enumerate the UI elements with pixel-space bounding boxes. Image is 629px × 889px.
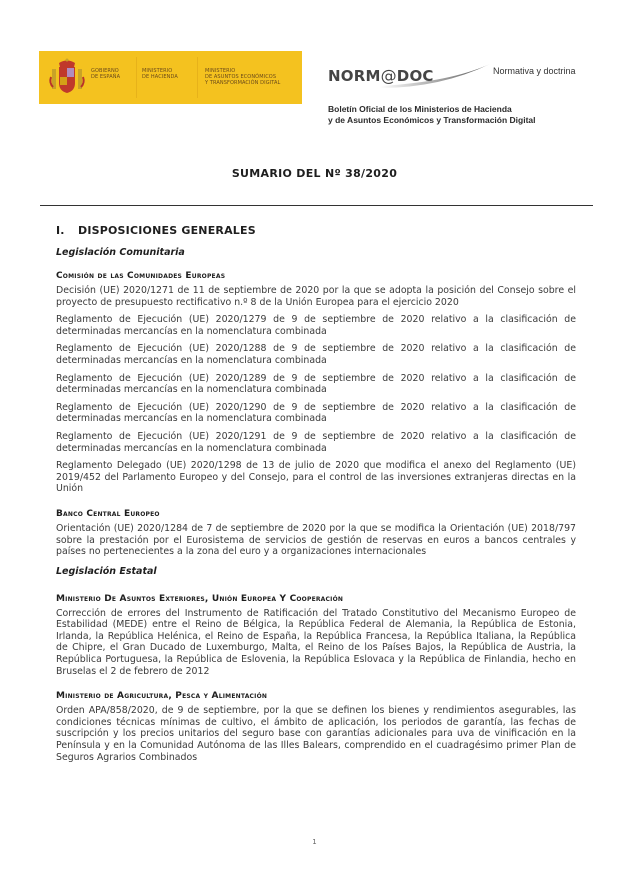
page-number: 1	[312, 838, 317, 846]
list-item[interactable]: Reglamento de Ejecución (UE) 2020/1288 de 9 de septiembre de 2020 relativo a la clasificación de determinadas mercancías en la nomenclatura combinada	[56, 343, 576, 366]
spacer	[56, 501, 576, 509]
list-item[interactable]: Reglamento de Ejecución (UE) 2020/1291 de 9 de septiembre de 2020 relativo a la clasificación de determinadas mercancías en la nomenclatura combinada	[56, 430, 576, 454]
bulletin-line: y de Asuntos Económicos y Transformación Digital	[328, 115, 536, 125]
gov-text-line: DE ASUNTOS ECONÓMICOS	[205, 74, 277, 80]
org-heading: Ministerio de Agricultura, Pesca y Alimentación	[56, 691, 268, 702]
list-item[interactable]: Reglamento de Ejecución (UE) 2020/1289 de 9 de septiembre de 2020 relativo a la clasificación de determinadas mercancías en la nomenclatura combinada	[56, 372, 576, 396]
ministerio-asuntos-economicos-label	[205, 68, 280, 86]
logo-text: DOC	[396, 67, 434, 85]
subheading-legislacion-comunitaria: Legislación Comunitaria	[56, 247, 185, 258]
logo-text: NORM	[328, 67, 381, 85]
gov-text-line: MINISTERIO	[205, 68, 236, 74]
divider	[197, 57, 198, 98]
normadoc-logo	[328, 66, 434, 85]
list-item[interactable]: Reglamento de Ejecución (UE) 2020/1290 de 9 de septiembre de 2020 relativo a la clasificación de determinadas mercancías en la nomenclatura combinada	[56, 401, 576, 425]
government-header-band	[39, 51, 302, 104]
list-item[interactable]: Reglamento Delegado (UE) 2020/1298 de 13 de julio de 2020 que modifica el anexo del Reglamento (UE) 2019/452 del Parlamento Europeo y del Consejo, para el control de las inversiones extranjeras directas en la Unión	[56, 460, 576, 495]
subheading-legislacion-estatal: Legislación Estatal	[56, 565, 157, 577]
bulletin-line: Boletín Oficial de los Ministerios de Hacienda	[328, 104, 512, 114]
gov-text-line: DE ESPAÑA	[91, 74, 121, 80]
gov-text-line: GOBIERNO	[91, 68, 119, 74]
ministerio-hacienda-label	[142, 68, 178, 80]
gov-text-line: MINISTERIO	[142, 68, 173, 74]
org-heading: Comisión de las Comunidades Europeas	[56, 271, 226, 281]
list-item[interactable]: Orientación (UE) 2020/1284 de 7 de septiembre de 2020 por la que se modifica la Orientación (UE) 2018/797 sobre la prestación por el Eurosistema de servicios de gestión de reservas en euros a bancos centrales y países no pertenecientes a la zona del euro y a organizaciones internacionales	[56, 522, 576, 558]
org-heading: Banco Central Europeo	[56, 508, 160, 519]
list-item[interactable]: Corrección de errores del Instrumento de Ratificación del Tratado Constitutivo del Mecanismo Europeo de Estabilidad (MEDE) entre el Reino de Bélgica, la República Federal de Alemania, la República de Estonia, Irlanda, la República Helénica, el Reino de España, la República Francesa, la República Italiana, la República de Chipre, el Gran Ducado de Luxemburgo, Malta, el Reino de los Países Bajos, la República de Austria, la República Portuguesa, la República de Eslovenia, la República Eslovaca y la República de Finlandia, hecho en Bruselas el 2 de febrero de 2012	[56, 607, 576, 677]
horizontal-rule	[40, 205, 593, 206]
list-item[interactable]: Decisión (UE) 2020/1271 de 11 de septiembre de 2020 por la que se adopta la posición del Consejo sobre el proyecto de presupuesto rectificativo n.º 8 de la Unión Europea para el ejercicio 2020	[56, 285, 576, 308]
document-title: SUMARIO DEL Nº 38/2020	[231, 167, 398, 180]
logo-tagline: Normativa y doctrina	[493, 66, 576, 76]
logo-at-sign: @	[380, 66, 397, 85]
divider	[136, 57, 137, 98]
gobierno-label	[91, 68, 120, 80]
gov-text-line: Y TRANSFORMACIÓN DIGITAL	[205, 80, 281, 86]
gov-text-line: DE HACIENDA	[142, 74, 178, 80]
section-heading	[56, 224, 576, 237]
spacer	[56, 683, 576, 691]
list-item[interactable]: Orden APA/858/2020, de 9 de septiembre, por la que se definen los bienes y rendimientos asegurables, las condiciones técnicas mínimas de cultivo, el ámbito de aplicación, los periodos de garantía, las fechas de suscripción y los precios unitarios del seguro base con garantías adicionales para uva de vinificación en la Península y en la Comunidad Autónoma de las Illes Balears, comprendido en el cuadragésimo primer Plan de Seguros Agrarios Combinados	[56, 705, 576, 763]
section-title: DISPOSICIONES GENERALES	[78, 224, 256, 237]
section-number: I.	[56, 224, 65, 237]
list-item[interactable]: Reglamento de Ejecución (UE) 2020/1279 de 9 de septiembre de 2020 relativo a la clasificación de determinadas mercancías en la nomenclatura combinada	[56, 314, 576, 337]
summary-content	[56, 224, 576, 769]
org-heading: Ministerio De Asuntos Exteriores, Unión Europea Y Cooperación	[56, 593, 344, 604]
bulletin-subtitle	[328, 104, 536, 126]
coat-of-arms-icon	[47, 57, 87, 97]
